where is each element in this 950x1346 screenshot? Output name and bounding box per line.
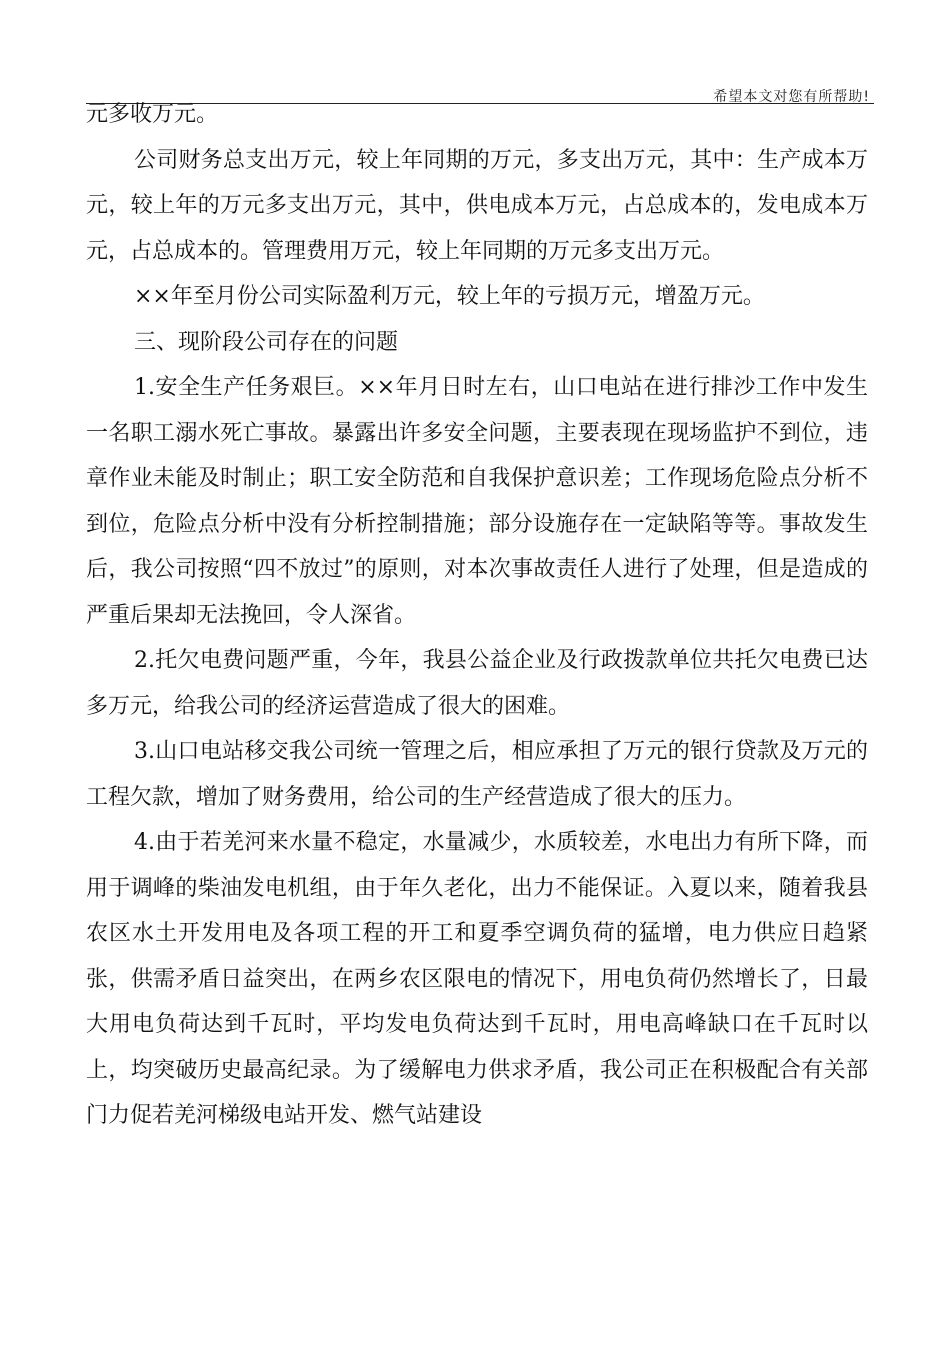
document-body (86, 92, 868, 1139)
header-note: 希望本文对您有所帮助! (713, 89, 870, 105)
section-heading: 三、现阶段公司存在的问题 (134, 329, 399, 355)
paragraph-expenditure: 公司财务总支出万元，较上年同期的万元，多支出万元，其中：生产成本万元，较上年的万元多支出万元，其中，供电成本万元，占总成本的，发电成本万元，占总成本的。管理费用万元，较上年同期的万元多支出万元。 (86, 147, 868, 264)
paragraph-issue-2: 2.托欠电费问题严重，今年，我县公益企业及行政拨款单位共托欠电费已达多万元，给我公司的经济运营造成了很大的困难。 (86, 648, 868, 719)
paragraph-continuation: 元多收万元。 (86, 102, 219, 127)
paragraph-profit: ××年至月份公司实际盈利万元，较上年的亏损万元，增盈万元。 (134, 284, 765, 309)
paragraph-issue-3: 3.山口电站移交我公司统一管理之后，相应承担了万元的银行贷款及万元的工程欠款，增加了财务费用，给公司的生产经营造成了很大的压力。 (86, 739, 868, 810)
paragraph-issue-1: 1.安全生产任务艰巨。××年月日时左右，山口电站在进行排沙工作中发生一名职工溺水死亡事故。暴露出许多安全问题，主要表现在现场监护不到位，违章作业未能及时制止；职工安全防范和自我保护意识差；工作现场危险点分析不到位，危险点分析中没有分析控制措施；部分设施存在一定缺陷等等。事故发生后，我公司按照“四不放过”的原则，对本次事故责任人进行了处理，但是造成的严重后果却无法挽回，令人深省。 (86, 375, 868, 628)
paragraph-issue-4: 4.由于若羌河来水量不稳定，水量减少，水质较差，水电出力有所下降，而用于调峰的柴油发电机组，由于年久老化，出力不能保证。入夏以来，随着我县农区水土开发用电及各项工程的开工和夏季空调负荷的猛增，电力供应日趋紧张，供需矛盾日益突出，在两乡农区限电的情况下，用电负荷仍然增长了，日最大用电负荷达到千瓦时，平均发电负荷达到千瓦时，用电高峰缺口在千瓦时以上，均突破历史最高纪录。为了缓解电力供求矛盾，我公司正在积极配合有关部门力促若羌河梯级电站开发、燃气站建设 (86, 830, 868, 1128)
